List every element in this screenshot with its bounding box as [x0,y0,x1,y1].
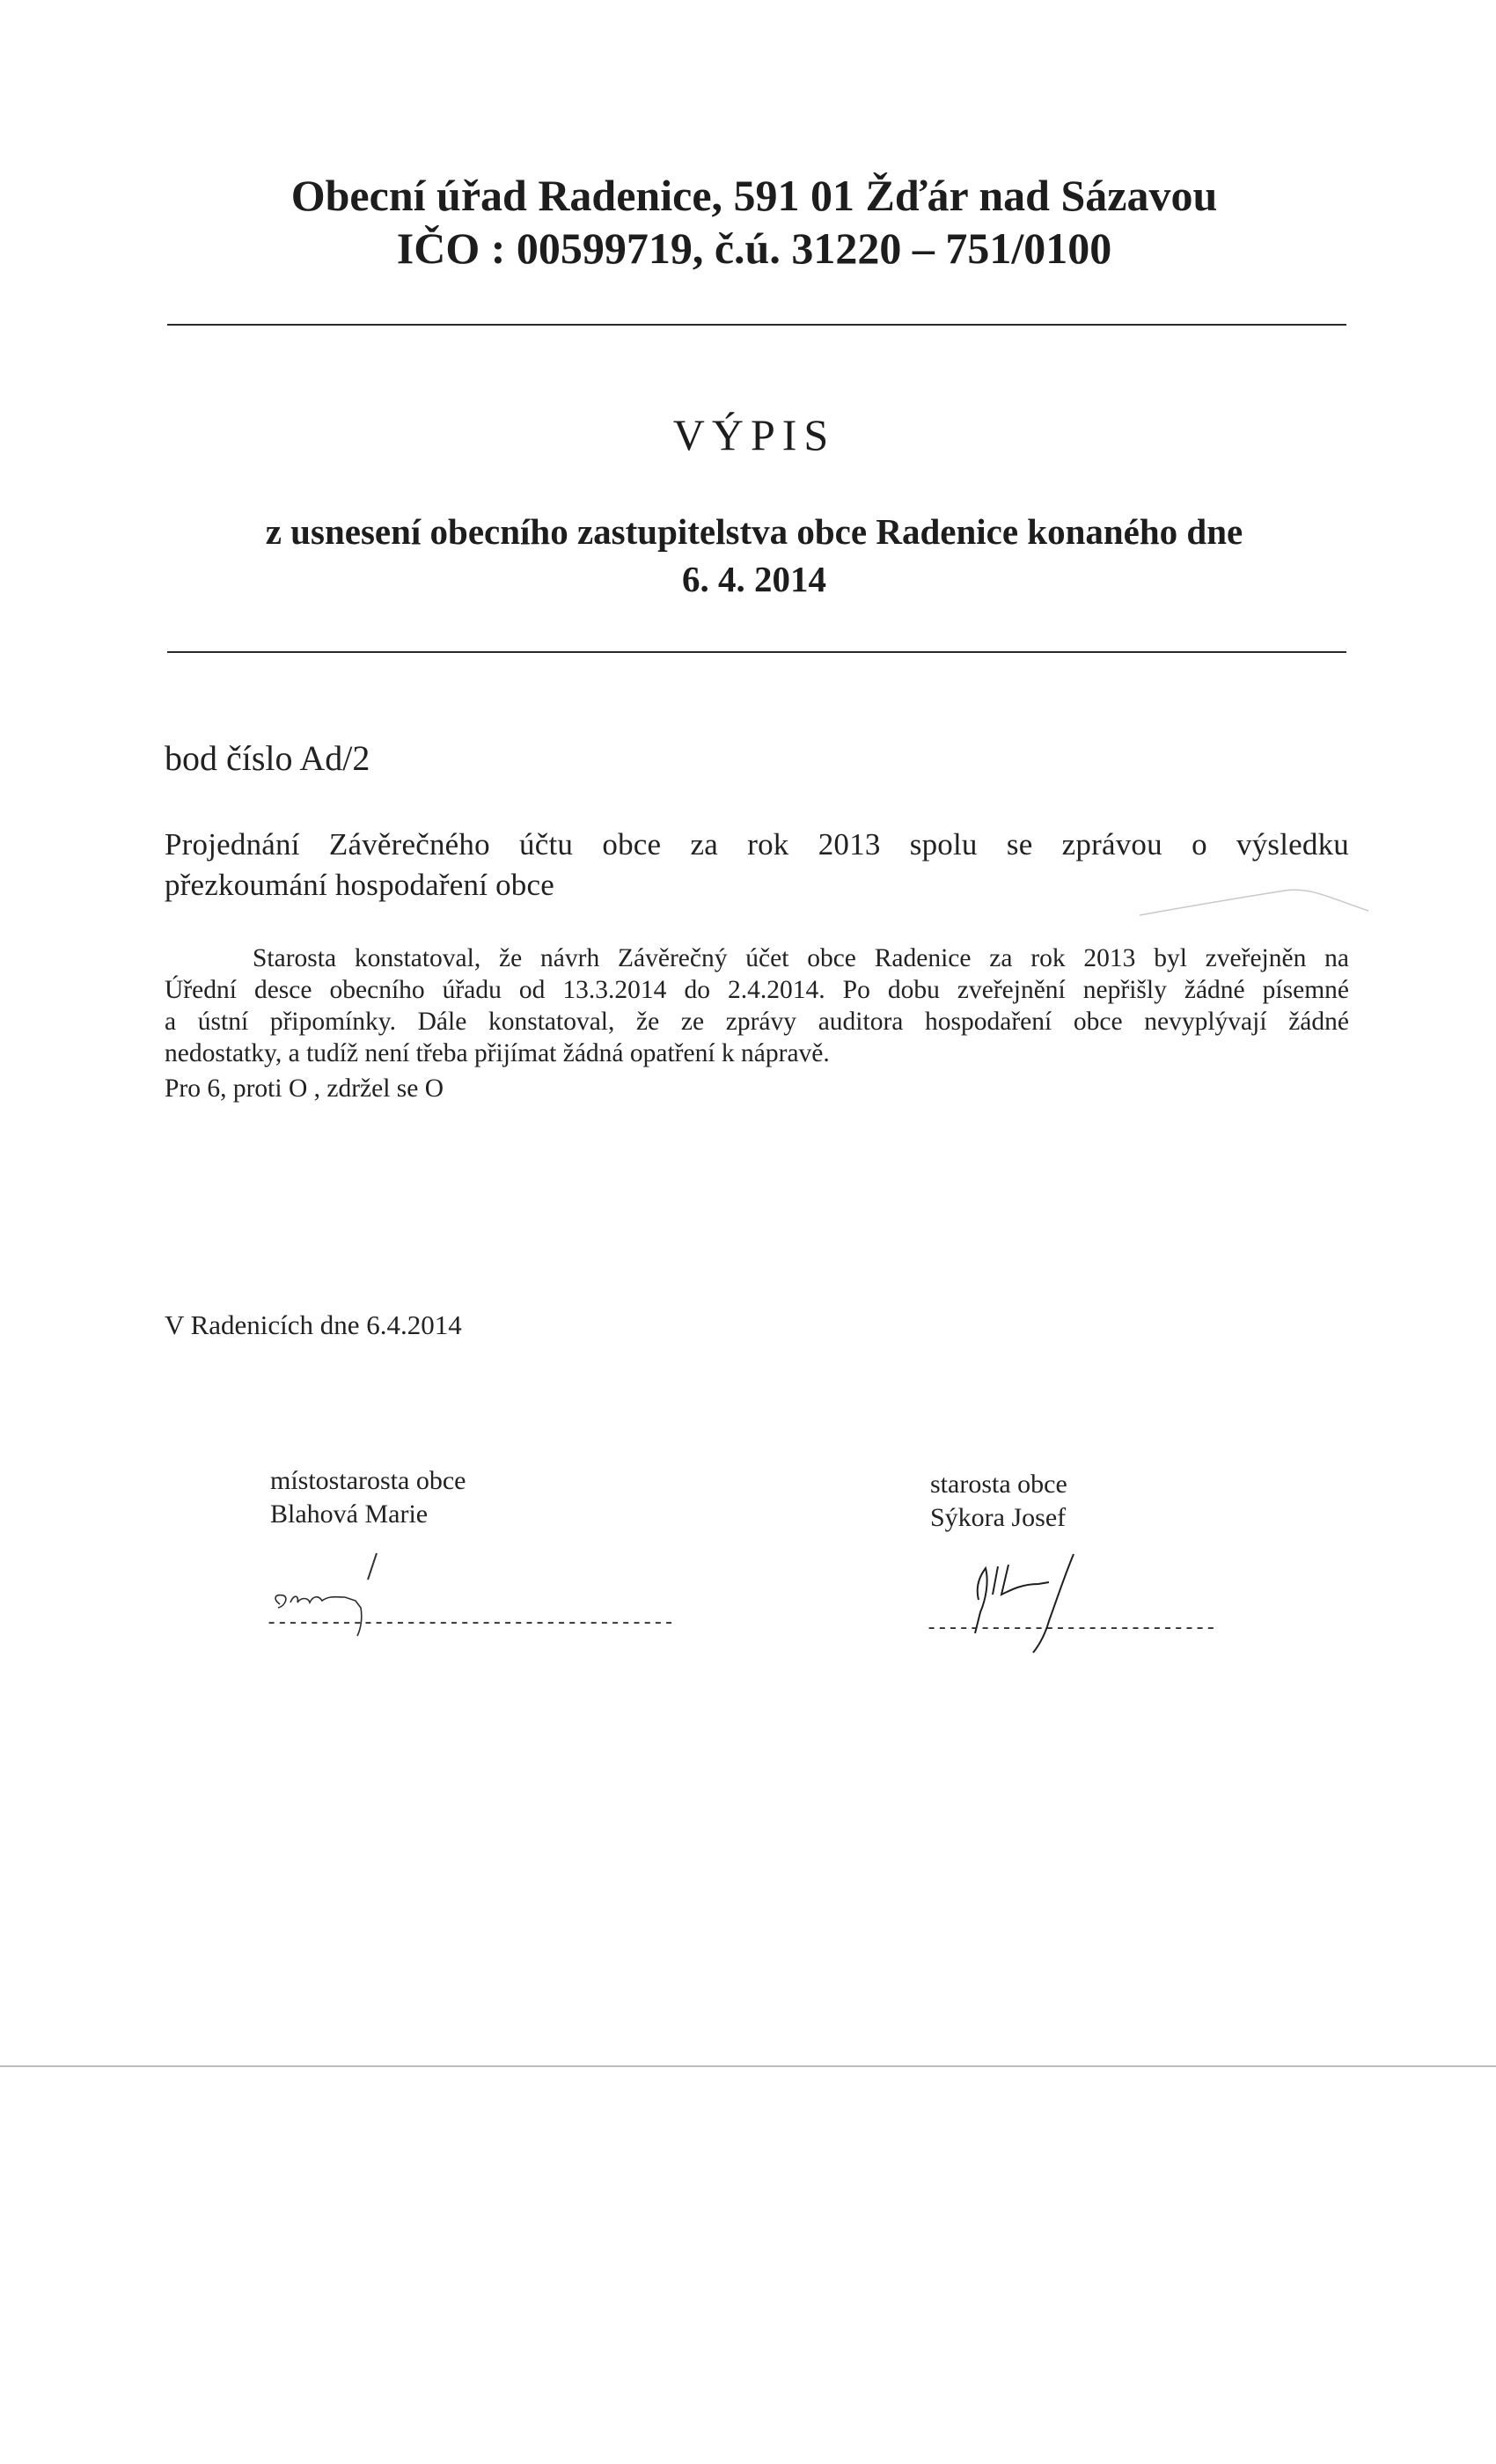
title-rule [167,651,1346,653]
document-title: VÝPIS [672,410,836,459]
office-identifiers: IČO : 00599719, č.ú. 31220 – 751/0100 [396,224,1112,273]
resolution-subtitle: z usnesení obecního zastupitelstva obce Radenice konaného dne [265,511,1243,552]
page-bottom-edge [0,2065,1496,2067]
body-line-2: Úřední desce obecního úřadu od 13.3.2014 do 2.4.2014. Po dobu zveřejnění nepřišly žádné písemné [165,976,1349,1004]
meeting-date: 6. 4. 2014 [682,559,826,599]
body-line-3: a ústní připomínky. Dále konstatoval, že ze zprávy auditora hospodaření obce nevyplývají žádné [165,1008,1349,1036]
mayor-name: Sýkora Josef [930,1503,1067,1532]
body-line-4: nedostatky, a tudíž není třeba přijímat žádná opatření k nápravě. [165,1039,830,1067]
faint-pen-mark [1135,880,1382,924]
deputy-mayor-role: místostarosta obce [270,1466,466,1495]
header-rule [167,324,1346,326]
agenda-item: bod číslo Ad/2 [165,738,370,778]
body-line-1: Starosta konstatoval, že návrh Závěrečný účet obce Radenice za rok 2013 byl zveřejněn na [253,944,1349,972]
subject-line-2: přezkoumání hospodaření obce [165,868,554,902]
deputy-mayor-name: Blahová Marie [270,1500,429,1529]
place-and-date: V Radenicích dne 6.4.2014 [165,1309,462,1340]
mayor-role: starosta obce [930,1470,1067,1499]
vote-result: Pro 6, proti O , zdržel se O [165,1074,444,1103]
subject-line-1: Projednání Závěrečného účtu obce za rok 2013 spolu se zprávou o výsledku [165,827,1349,862]
office-header: Obecní úřad Radenice, 591 01 Žďár nad Sázavou [290,171,1218,220]
mayor-signature-line: --------------------------- [926,1617,1216,1639]
deputy-mayor-signature-line: -------------------------------------- [266,1612,674,1634]
